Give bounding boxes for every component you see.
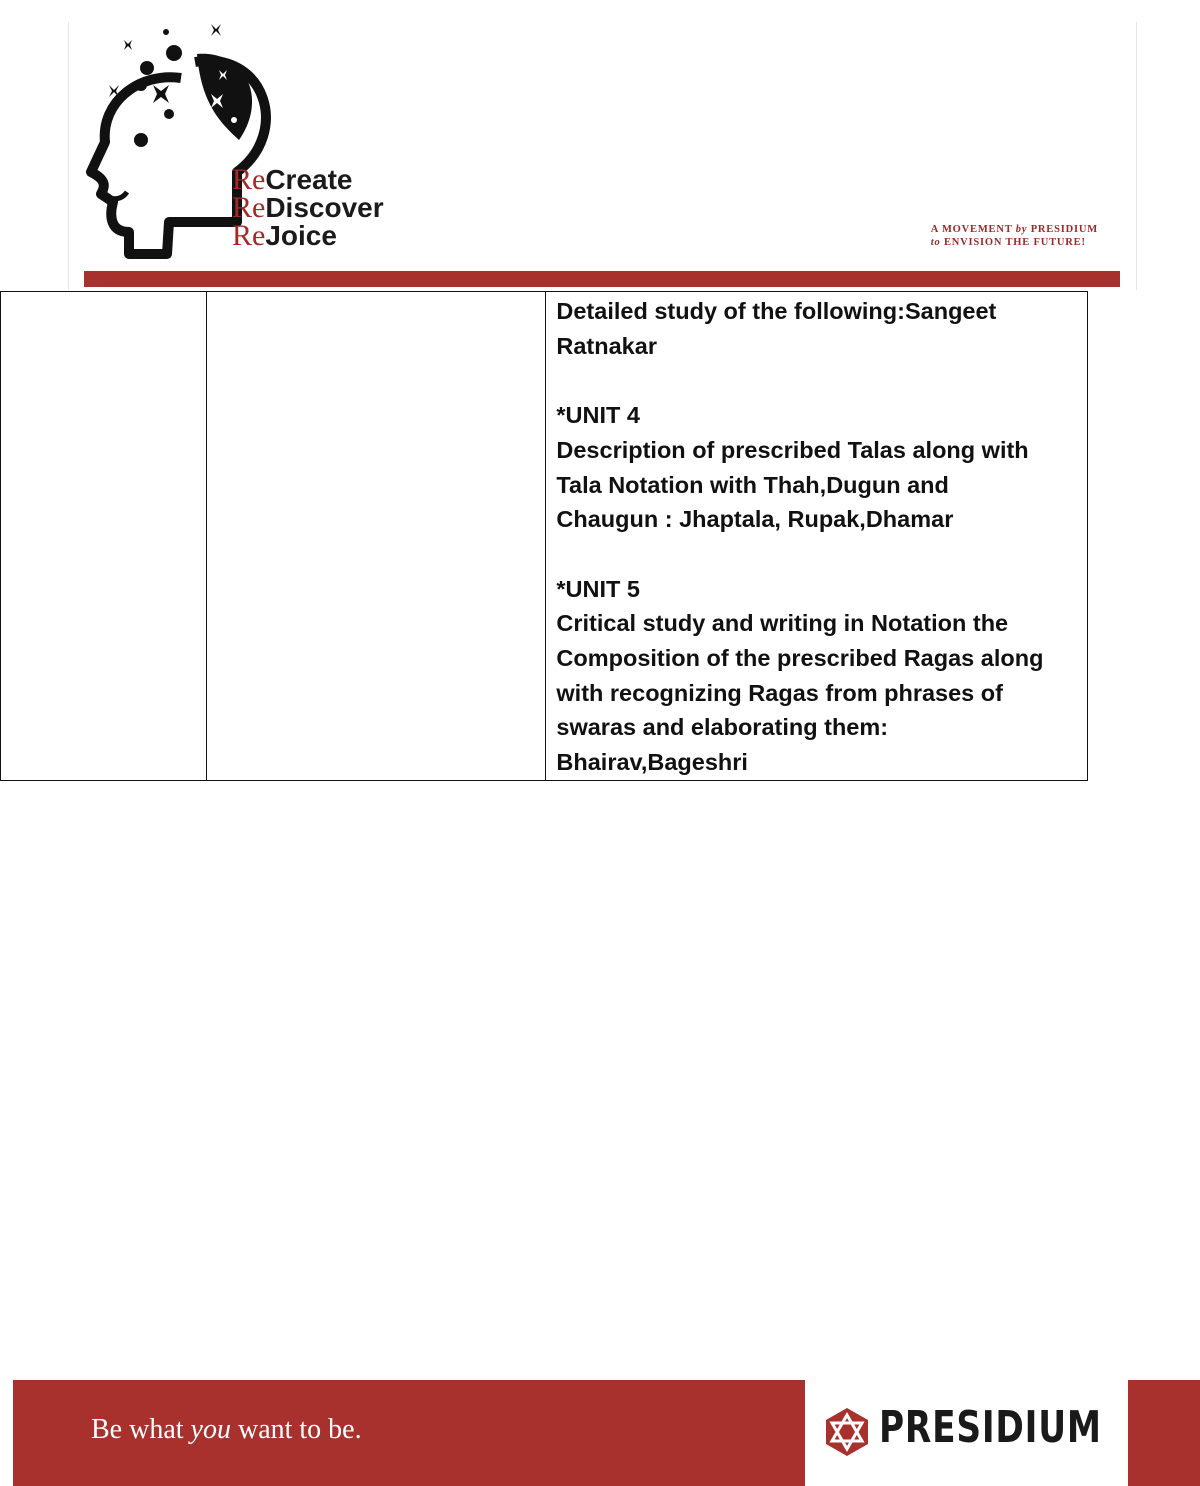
movement-caption <box>931 223 1098 249</box>
movement-line-1 <box>931 223 1098 236</box>
brand-name: PRESIDIUM <box>879 1402 1102 1453</box>
slogan-text: you <box>190 1414 231 1445</box>
tagline-line <box>232 163 384 196</box>
tagline-word: Create <box>265 164 353 195</box>
tagline-word: Joice <box>265 220 337 251</box>
slogan-text: Be what <box>91 1414 191 1445</box>
presidium-star-icon <box>822 1407 872 1457</box>
header-divider-bar <box>84 271 1120 287</box>
movement-text: ENVISION THE FUTURE! <box>940 237 1086 248</box>
syllabus-table <box>0 291 1088 781</box>
tagline-line <box>232 219 384 252</box>
tagline-prefix: Re <box>232 163 266 196</box>
footer-slogan <box>91 1414 362 1446</box>
brand-box <box>805 1380 1128 1486</box>
movement-line-2 <box>931 236 1098 249</box>
page-footer <box>13 1380 1200 1486</box>
movement-text: to <box>930 237 941 248</box>
slogan-text: want to be. <box>230 1414 362 1445</box>
table-cell-empty <box>207 292 546 781</box>
movement-text: A MOVEMENT <box>930 224 1016 235</box>
tagline-line <box>232 191 384 224</box>
table-row <box>1 292 1088 781</box>
page-header <box>68 22 1137 290</box>
table-cell-syllabus <box>546 292 1088 781</box>
movement-text: PRESIDIUM <box>1027 224 1098 235</box>
tagline-prefix: Re <box>232 191 266 224</box>
tagline-word: Discover <box>265 192 384 223</box>
tagline-prefix: Re <box>232 219 266 252</box>
syllabus-text: Detailed study of the following:Sangeet Ratnakar *UNIT 4 Description of prescribed Talas along with Tala Notation with Thah,Dugun and Chaugun : Jhaptala, Rupak,Dhamar *UNIT 5 Critical study and writing in Notation the Composition of the prescribed Ragas along with recognizing Ragas from phrases of swaras and elaborating them: Bhairav,Bageshri <box>556 298 1044 776</box>
table-cell-empty <box>1 292 207 781</box>
tagline-stack <box>232 163 384 252</box>
movement-text: by <box>1015 224 1028 235</box>
